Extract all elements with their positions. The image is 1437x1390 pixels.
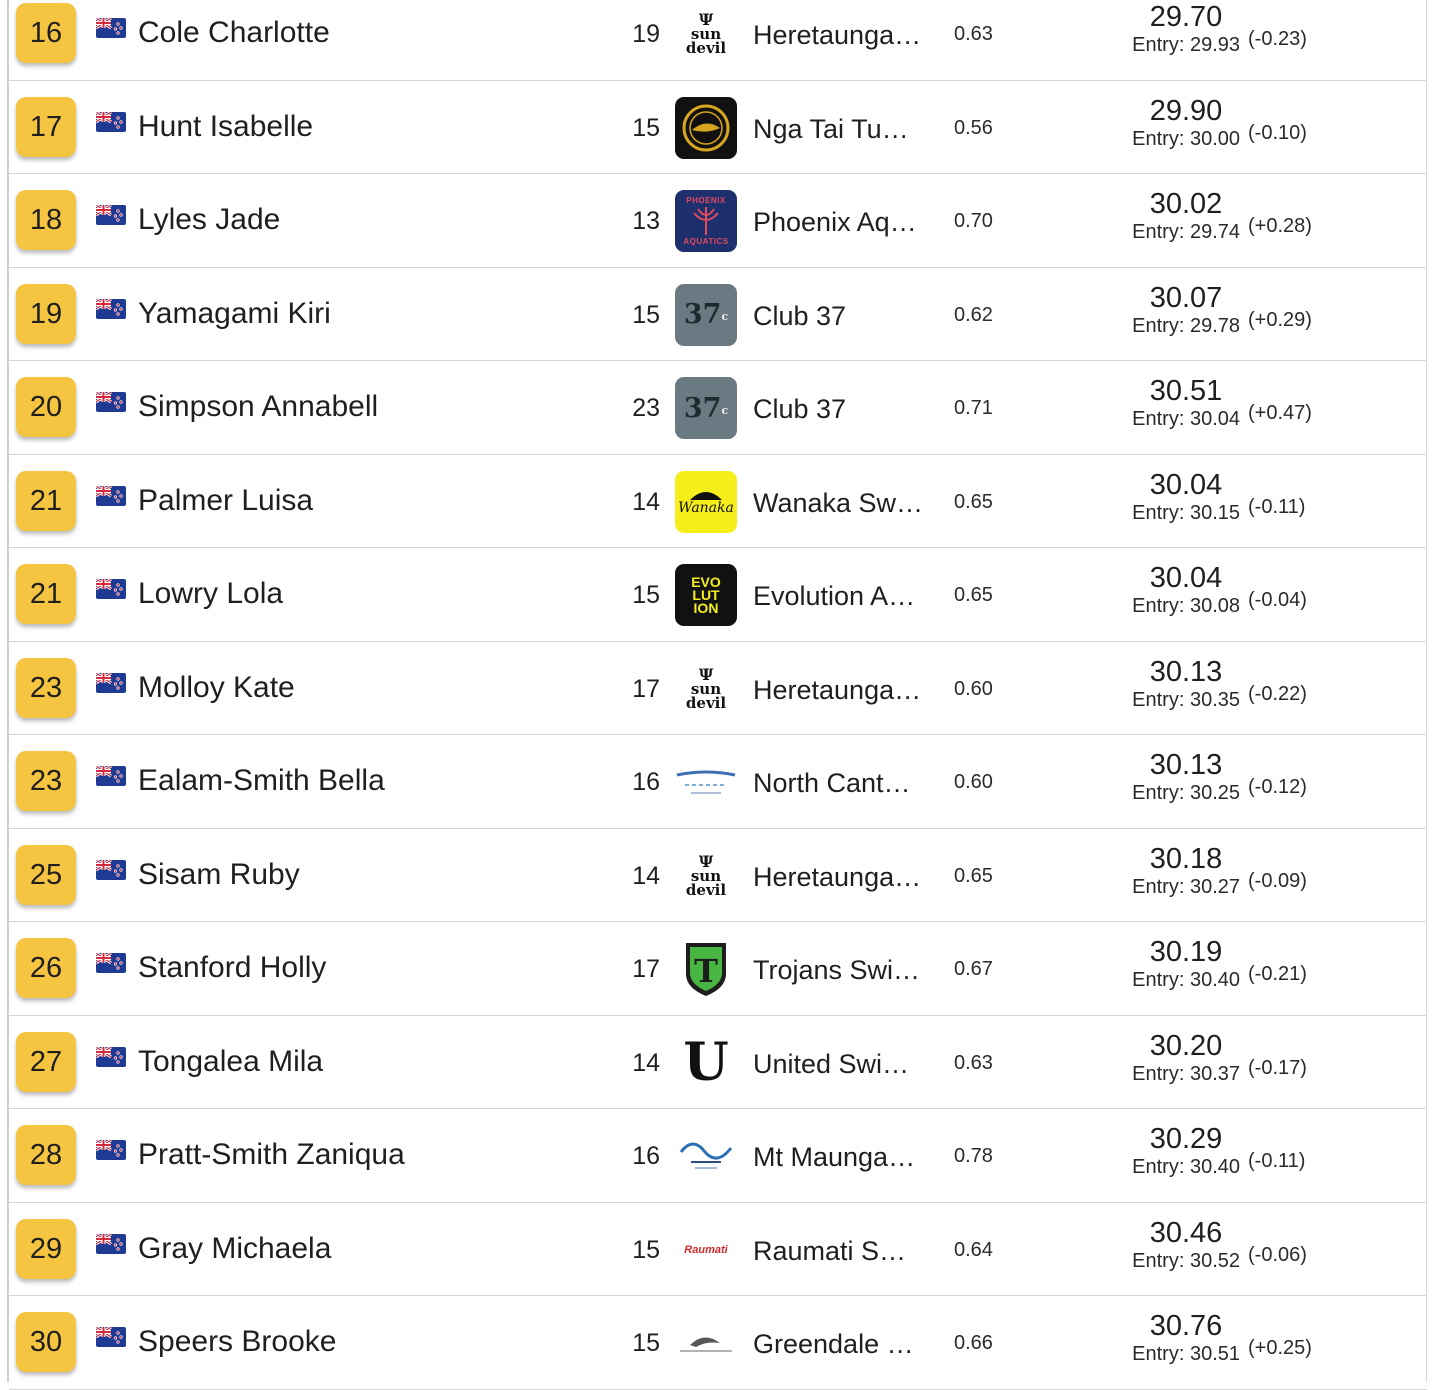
greendale-swim-logo — [675, 1312, 737, 1374]
reaction-time: 0.60 — [954, 677, 993, 700]
time-difference: (-0.06) — [1248, 1243, 1307, 1266]
entry-time: Entry: 30.15 — [1132, 501, 1240, 524]
club-name[interactable]: North Cant… — [753, 768, 911, 798]
swimmer-age: 14 — [632, 861, 660, 890]
results-list — [9, 0, 1427, 1390]
nz-flag-icon — [96, 1047, 126, 1067]
rank-badge: 23 — [16, 658, 76, 718]
swimmer-age: 15 — [632, 113, 660, 142]
time-difference: (+0.47) — [1248, 402, 1312, 424]
nz-flag-icon — [96, 1327, 126, 1347]
swimmer-name[interactable]: Palmer Luisa — [138, 483, 314, 517]
swimmer-age: 16 — [632, 1142, 660, 1170]
final-time: 30.19 — [1149, 936, 1223, 968]
swimmer-name[interactable]: Lowry Lola — [138, 577, 284, 610]
club-name[interactable]: Raumati S… — [753, 1235, 907, 1266]
result-row[interactable] — [9, 642, 1427, 736]
entry-time: Entry: 30.37 — [1132, 1062, 1240, 1085]
result-row[interactable] — [9, 0, 1427, 81]
sun-devil-logo: Ψ sun devil — [675, 658, 737, 720]
swimmer-age: 17 — [632, 674, 660, 703]
nz-flag-icon — [96, 766, 126, 786]
reaction-time: 0.60 — [954, 771, 993, 793]
swimmer-name[interactable]: Ealam-Smith Bella — [138, 764, 385, 797]
time-difference: (+0.28) — [1248, 215, 1312, 237]
nga-tai-tu-logo — [675, 97, 737, 159]
rank-badge: 29 — [16, 1219, 76, 1279]
rank-badge: 23 — [16, 751, 76, 811]
rank-badge: 26 — [16, 938, 76, 998]
reaction-time: 0.67 — [954, 958, 993, 980]
united-swim-logo: U — [675, 1032, 737, 1094]
final-time: 30.04 — [1149, 562, 1223, 594]
reaction-time: 0.63 — [954, 1051, 993, 1074]
swimmer-name[interactable]: Simpson Annabell — [138, 390, 379, 423]
nz-flag-icon — [96, 18, 126, 38]
swimmer-name[interactable]: Tongalea Mila — [138, 1044, 324, 1078]
result-row[interactable] — [9, 548, 1427, 642]
rank-badge: 25 — [16, 845, 76, 905]
rank-badge: 19 — [16, 284, 76, 344]
entry-time: Entry: 30.27 — [1132, 875, 1240, 898]
swimmer-name[interactable]: Sisam Ruby — [138, 857, 300, 891]
time-difference: (-0.12) — [1248, 776, 1307, 798]
swimmer-name[interactable]: Pratt-Smith Zaniqua — [138, 1138, 405, 1171]
raumati-swim-logo: Raumati — [675, 1219, 737, 1281]
nz-flag-icon — [96, 112, 126, 132]
entry-time: Entry: 29.74 — [1132, 221, 1240, 243]
club-name[interactable]: United Swi… — [753, 1048, 910, 1079]
swimmer-age: 19 — [632, 20, 660, 48]
time-difference: (-0.11) — [1248, 495, 1306, 518]
result-row[interactable] — [9, 1296, 1427, 1390]
reaction-time: 0.66 — [954, 1332, 993, 1354]
swimmer-age: 23 — [632, 394, 660, 422]
result-row[interactable] — [9, 829, 1427, 923]
time-difference: (-0.21) — [1248, 963, 1307, 985]
club-name[interactable]: Wanaka Sw… — [753, 487, 924, 518]
club-name[interactable]: Heretaunga… — [753, 20, 922, 50]
mt-maunganui-logo — [675, 1125, 737, 1187]
result-row[interactable] — [9, 268, 1427, 362]
result-row[interactable] — [9, 361, 1427, 455]
club-name[interactable]: Phoenix Aq… — [753, 207, 917, 237]
swimmer-age: 15 — [632, 581, 660, 609]
swimmer-age: 14 — [632, 1048, 660, 1077]
final-time: 30.04 — [1149, 468, 1223, 501]
entry-time: Entry: 30.35 — [1132, 688, 1240, 711]
club-name[interactable]: Heretaunga… — [753, 674, 922, 705]
reaction-time: 0.63 — [954, 23, 993, 45]
swimmer-age: 14 — [632, 487, 660, 516]
rank-badge: 20 — [16, 377, 76, 437]
reaction-time: 0.71 — [954, 397, 993, 419]
nz-flag-icon — [96, 1140, 126, 1160]
result-row[interactable] — [9, 922, 1427, 1016]
nz-flag-icon — [96, 673, 126, 693]
sun-devil-logo: Ψ sun devil — [675, 845, 737, 907]
swimmer-name[interactable]: Speers Brooke — [138, 1325, 337, 1358]
time-difference: (-0.04) — [1248, 589, 1307, 611]
club-name[interactable]: Evolution A… — [753, 581, 916, 611]
reaction-time: 0.65 — [954, 584, 993, 606]
rank-badge: 21 — [16, 564, 76, 624]
wanaka-swim-logo: Wanaka — [675, 471, 737, 533]
rank-badge: 27 — [16, 1032, 76, 1092]
swimmer-age: 16 — [632, 768, 660, 796]
swimmer-age: 13 — [632, 207, 660, 235]
result-row[interactable] — [9, 1109, 1427, 1203]
nz-flag-icon — [96, 299, 126, 319]
entry-time: Entry: 30.52 — [1132, 1249, 1240, 1272]
sun-devil-logo: Ψ sun devil — [675, 3, 737, 65]
rank-badge: 28 — [16, 1125, 76, 1185]
reaction-time: 0.62 — [954, 303, 993, 326]
nz-flag-icon — [96, 205, 126, 225]
club-37-logo: 37 $^c$ — [675, 284, 737, 346]
final-time: 30.13 — [1149, 655, 1223, 688]
entry-time: Entry: 30.40 — [1132, 969, 1240, 991]
swimmer-age: 17 — [632, 955, 660, 983]
swimmer-name[interactable]: Cole Charlotte — [138, 16, 330, 49]
time-difference: (+0.29) — [1248, 308, 1312, 331]
rank-badge: 21 — [16, 471, 76, 531]
rank-badge: 16 — [16, 3, 76, 63]
trojans-swim-logo — [675, 938, 737, 1000]
rank-badge: 30 — [16, 1312, 76, 1372]
evolution-aquatics-logo: EVO LUT ION — [675, 564, 737, 626]
time-difference: (-0.10) — [1248, 121, 1307, 144]
final-time: 30.20 — [1149, 1029, 1223, 1062]
time-difference: (-0.22) — [1248, 682, 1307, 705]
swimmer-name[interactable]: Hunt Isabelle — [138, 109, 314, 143]
nz-flag-icon — [96, 486, 126, 506]
entry-time: Entry: 30.04 — [1132, 408, 1240, 430]
club-name[interactable]: Greendale … — [753, 1329, 914, 1359]
nz-flag-icon — [96, 579, 126, 599]
reaction-time: 0.70 — [954, 210, 993, 232]
entry-time: Entry: 30.00 — [1132, 127, 1240, 150]
swimmer-name[interactable]: Molloy Kate — [138, 670, 295, 704]
club-name[interactable]: Club 37 — [753, 394, 847, 424]
club-name[interactable]: Mt Maunga… — [753, 1142, 916, 1172]
final-time: 30.13 — [1149, 749, 1223, 781]
swimmer-age: 15 — [632, 1329, 660, 1357]
entry-time: Entry: 29.78 — [1132, 314, 1240, 337]
final-time: 29.90 — [1149, 94, 1223, 127]
result-row[interactable] — [9, 735, 1427, 829]
result-row[interactable] — [9, 174, 1427, 268]
club-name[interactable]: Nga Tai Tu… — [753, 113, 909, 144]
nz-flag-icon — [96, 1234, 126, 1254]
swimmer-name[interactable]: Lyles Jade — [138, 203, 281, 236]
reaction-time: 0.78 — [954, 1145, 993, 1167]
club-name[interactable]: Trojans Swi… — [753, 955, 921, 985]
club-37-logo: 37 $^c$ — [675, 377, 737, 439]
final-time: 30.07 — [1149, 281, 1223, 314]
time-difference: (-0.23) — [1248, 28, 1307, 50]
reaction-time: 0.64 — [954, 1238, 993, 1261]
time-difference: (-0.11) — [1248, 1150, 1306, 1172]
nz-flag-icon — [96, 953, 126, 973]
final-time: 30.51 — [1149, 375, 1223, 407]
reaction-time: 0.56 — [954, 116, 993, 139]
entry-time: Entry: 30.40 — [1132, 1156, 1240, 1178]
entry-time: Entry: 29.93 — [1132, 34, 1240, 56]
nz-flag-icon — [96, 392, 126, 412]
reaction-time: 0.65 — [954, 490, 993, 513]
final-time: 30.18 — [1149, 842, 1223, 875]
result-row[interactable] — [9, 455, 1427, 549]
club-name[interactable]: Heretaunga… — [753, 861, 922, 892]
club-name[interactable]: Club 37 — [753, 300, 847, 331]
swimmer-name[interactable]: Gray Michaela — [138, 1231, 332, 1265]
result-row[interactable] — [9, 1016, 1427, 1110]
result-row[interactable] — [9, 81, 1427, 175]
svg-text:T: T — [694, 952, 718, 990]
final-time: 30.46 — [1149, 1216, 1223, 1249]
swimmer-name[interactable]: Yamagami Kiri — [138, 296, 331, 330]
final-time: 30.76 — [1149, 1310, 1223, 1342]
swimmer-age: 15 — [632, 300, 660, 329]
swimmer-age: 15 — [632, 1235, 660, 1264]
entry-time: Entry: 30.51 — [1132, 1343, 1240, 1365]
north-canterbury-logo — [675, 751, 737, 813]
result-row[interactable] — [9, 1203, 1427, 1297]
time-difference: (-0.09) — [1248, 869, 1307, 892]
time-difference: (-0.17) — [1248, 1056, 1307, 1079]
time-difference: (+0.25) — [1248, 1337, 1312, 1359]
rank-badge: 18 — [16, 190, 76, 250]
final-time: 29.70 — [1149, 1, 1223, 33]
entry-time: Entry: 30.08 — [1132, 595, 1240, 617]
phoenix-aquatics-logo: PHOENIX AQUATICS — [675, 190, 737, 252]
reaction-time: 0.65 — [954, 864, 993, 887]
final-time: 30.29 — [1149, 1123, 1223, 1155]
swimmer-name[interactable]: Stanford Holly — [138, 951, 327, 984]
final-time: 30.02 — [1149, 188, 1223, 220]
rank-badge: 17 — [16, 97, 76, 157]
entry-time: Entry: 30.25 — [1132, 782, 1240, 804]
nz-flag-icon — [96, 860, 126, 880]
